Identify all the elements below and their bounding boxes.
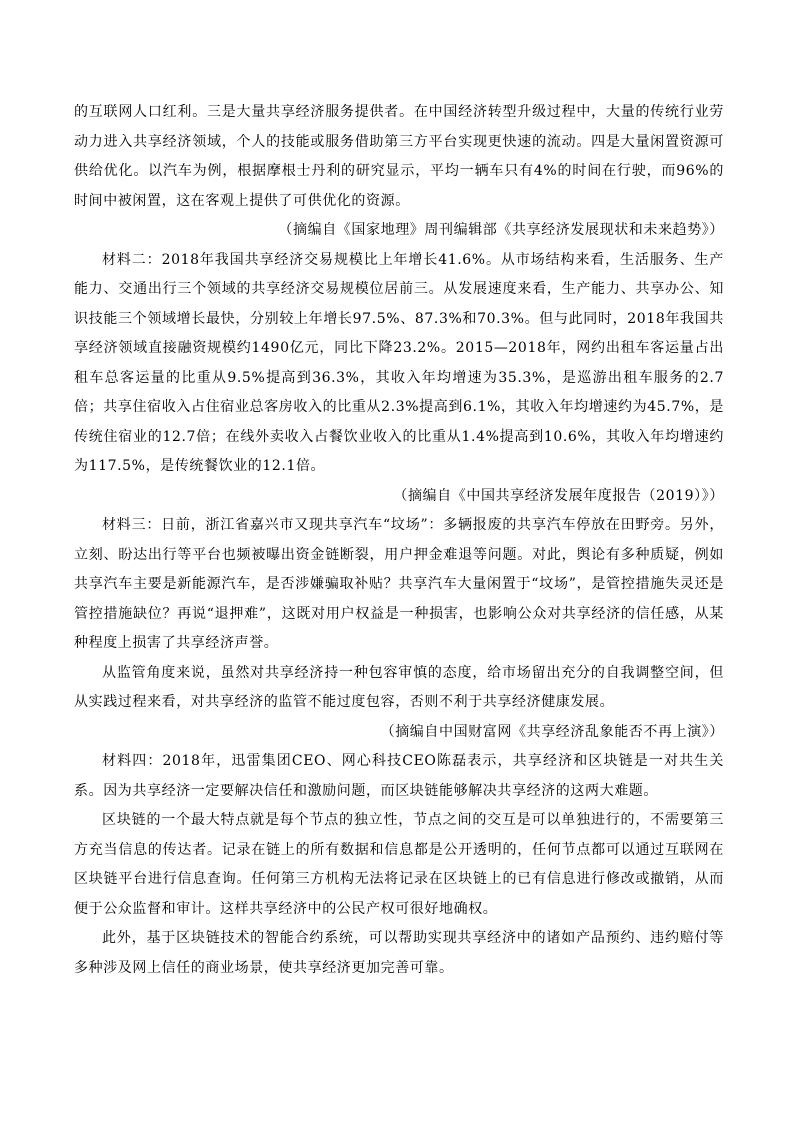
paragraph-intro-continuation: 的互联网人口红利。三是大量共享经济服务提供者。在中国经济转型升级过程中，大量的传统行业劳动力进入共享经济领域，个人的技能或服务借助第三方平台实现更快速的流动。四是大量闲置资源可供给优化。以汽车为例，根据摩根士丹利的研究显示，平均一辆车只有4%的时间在行驶，而96%的时间中被闲置，这在客观上提供了可供优化的资源。 (74, 104, 724, 209)
document-page (74, 98, 724, 983)
paragraph-material-3: 材料三：日前，浙江省嘉兴市又现共享汽车“坟场”：多辆报废的共享汽车停放在田野旁。另外，立刻、盼达出行等平台也频被曝出资金链断裂，用户押金难退等问题。对此，舆论有多种质疑，例如共享汽车主要是新能源汽车，是否涉嫌骗取补贴？共享汽车大量闲置于“坟场”，是管控措施失灵还是管控措施缺位？再说“退押难”，这既对用户权益是一种损害，也影响公众对共享经济的信任感，从某种程度上损害了共享经济声誉。 (74, 517, 724, 651)
source-citation-3: （摘编自中国财富网《共享经济乱象能否不再上演》） (380, 723, 724, 740)
paragraph-smart-contract: 此外，基于区块链技术的智能合约系统，可以帮助实现共享经济中的诸如产品预约、违约赔付等多种涉及网上信任的商业场景，使共享经济更加完善可靠。 (74, 930, 724, 976)
paragraph-material-2: 材料二：2018年我国共享经济交易规模比上年增长41.6%。从市场结构来看，生活服务、生产能力、交通出行三个领域的共享经济交易规模位居前三。从发展速度来看，生产能力、共享办公、知识技能三个领域增长最快，分别较上年增长97.5%、87.3%和70.3%。但与此同时，2018年我国共享经济领域直接融资规模约1490亿元，同比下降23.2%。2015—2018年，网约出租车客运量占出租车总客运量的比重从9.5%提高到36.3%，其收入年均增速为35.3%，是巡游出租车服务的2.7倍；共享住宿收入占住宿业总客房收入的比重从2.3%提高到6.1%，其收入年均增速约为45.7%，是传统住宿业的12.7倍；在线外卖收入占餐饮业收入的比重从1.4%提高到10.6%，其收入年均增速约为117.5%，是传统餐饮业的12.1倍。 (74, 251, 724, 474)
paragraph-regulation: 从监管角度来说，虽然对共享经济持一种包容审慎的态度，给市场留出充分的自我调整空间，但从实践过程来看，对共享经济的监管不能过度包容，否则不利于共享经济健康发展。 (74, 664, 724, 710)
source-citation-1: （摘编自《国家地理》周刊编辑部《共享经济发展现状和未来趋势》） (278, 222, 724, 238)
paragraph-material-4: 材料四：2018年，迅雷集团CEO、网心科技CEO陈磊表示，共享经济和区块链是一对共生关系。因为共享经济一定要解决信任和激励问题，而区块链能够解决共享经济的这两大难题。 (74, 753, 724, 799)
source-citation-2: （摘编自《中国共享经济发展年度报告（2019）》） (393, 487, 724, 504)
paragraph-blockchain-feature: 区块链的一个最大特点就是每个节点的独立性，节点之间的交互是可以单独进行的，不需要第三方充当信息的传达者。记录在链上的所有数据和信息都是公开透明的，任何节点都可以通过互联网在区块链平台进行信息查询。任何第三方机构无法将记录在区块链上的已有信息进行修改或撤销，从而便于公众监督和审计。这样共享经济中的公民产权可很好地确权。 (74, 812, 724, 917)
